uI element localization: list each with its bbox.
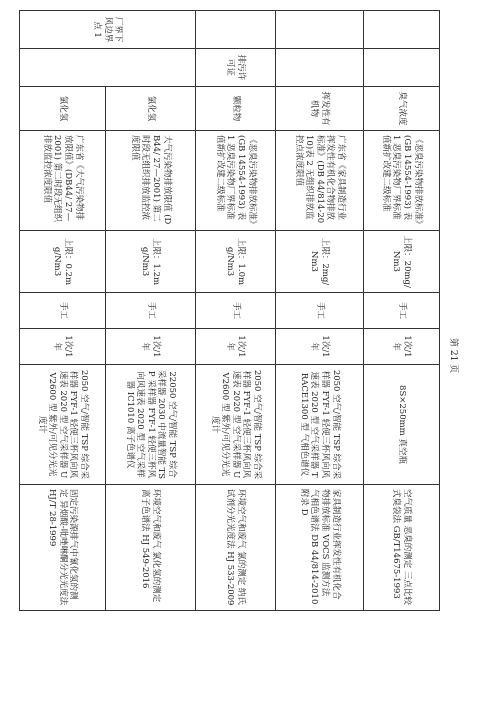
method-cell: 手工 (276, 293, 364, 329)
table-row (20, 11, 106, 611)
frequency-cell: 1次/1年 (196, 329, 276, 365)
method-cell: 手工 (20, 293, 106, 329)
equipment-cell: 8S×250mm 真空瓶 (364, 365, 440, 485)
empty-cell (196, 11, 276, 49)
empty-cell (20, 49, 196, 87)
analysis-cell: 环境空气和废气 氯的测定 纳氏试剂分光光度法 HJ 533-2009 (196, 485, 276, 611)
pollutant-cell: 臭气浓度 (364, 87, 440, 131)
empty-cell (364, 11, 440, 49)
analysis-cell: 空气质量 恶臭的测定 三点比较式臭袋法 GB/T14675-1993 (364, 485, 440, 611)
standard-cell: 广东省《家具制造行业挥发性有机化合物排放标准》(DB 44/814-2010)表 2 无组织排放监控点浓度限值 (276, 131, 364, 231)
limit-cell: 上限：2mg/Nm3 (276, 231, 364, 293)
analysis-cell: 环境空气和废气 氯化氢的测定 离子色谱法 HJ 549-2016 (106, 485, 196, 611)
limit-cell: 上限：20mg/Nm3 (364, 231, 440, 293)
table-row (364, 11, 440, 611)
method-cell: 手工 (364, 293, 440, 329)
empty-cell (276, 11, 364, 49)
empty-cell (276, 49, 364, 87)
standard-cell: 大气污染物排放限值 (DB44/ 27—2001) 第二时段无组织排放监控浓度限值 (106, 131, 196, 231)
frequency-cell: 1次/1年 (20, 329, 106, 365)
limit-cell: 上限：1.2mg/Nm3 (106, 231, 196, 293)
pollutant-cell: 氯化氢 (106, 87, 196, 131)
equipment-cell: 2050 空气/智能 TSP 综合采样器 FYF-1 轻便三杯风向风速表 2020 型 空气采样器 UV2600 型 紫外/可见分光光度计 (196, 365, 276, 485)
equipment-cell: 22050 空气/智能 TSP 综合采样器 2030 中流量智能 TSP 采样器 FYF-1 轻便三杯风向风速表 2020 型 空气采样器 IC1010 离子色谱仪 (106, 365, 196, 485)
analysis-cell: 家具制造行业挥发性有机化合物排放标准 VOCS 监测方法 气相色谱法 DB 44/814-2010 附录 D (276, 485, 364, 611)
pollutant-cell: 挥发性有机物 (276, 87, 364, 131)
frequency-cell: 1次/1年 (364, 329, 440, 365)
table-row (196, 11, 276, 611)
empty-cell (364, 49, 440, 87)
pollutant-cell: 氯化氢 (20, 87, 106, 131)
limit-cell: 上限：1.0mg/Nm3 (196, 231, 276, 293)
equipment-cell: 2050 空气/智能 TSP 综合采样器 FYF-1 轻便三杯风向风速表 2020 型 空气采样器 UV2600 型 紫外/可见分光光度计 (20, 365, 106, 485)
standard-cell: 《恶臭污染物排放标准》(GB 14554-1993) 表 1 恶臭污染物厂界标准值新扩改建二级标准 (196, 131, 276, 231)
limit-cell: 上限：0.2mg/Nm3 (20, 231, 106, 293)
method-cell: 手工 (106, 293, 196, 329)
standard-cell: 《恶臭污染物排放标准》(GB 14554-1993) 表 1 恶臭污染物厂界标准值新扩改建二级标准 (364, 131, 440, 231)
pollutant-cell: 颗粒物 (196, 87, 276, 131)
standard-cell: 广东省《大气污染物排放限值》(DB44/ 27—2001) 第二时段无组织排放监控浓度限值 (20, 131, 106, 231)
table-row (106, 11, 196, 611)
table-row (276, 11, 364, 611)
permit-group-cell: 排污许可证 (196, 49, 276, 87)
page-number: 第 21 页 (448, 338, 458, 374)
frequency-cell: 1次/1年 (276, 329, 364, 365)
analysis-cell: 固定污染源排气中氰化氢的测定 异烟酸-吡唑啉酮分光光度法 HJ/T 28-1999 (20, 485, 106, 611)
equipment-cell: 2050 空气/智能 TSP 综合采样器 FYF-1 轻便三杯风向风速表 2020 型 空气采样器 TRACE1300 型 气相色谱仪 (276, 365, 364, 485)
monitoring-table (19, 10, 440, 611)
frequency-cell: 1次/1年 (106, 329, 196, 365)
rotated-table-container (20, 10, 440, 610)
method-cell: 手工 (196, 293, 276, 329)
point-cell: 厂界下风边界点 1 (20, 11, 196, 49)
